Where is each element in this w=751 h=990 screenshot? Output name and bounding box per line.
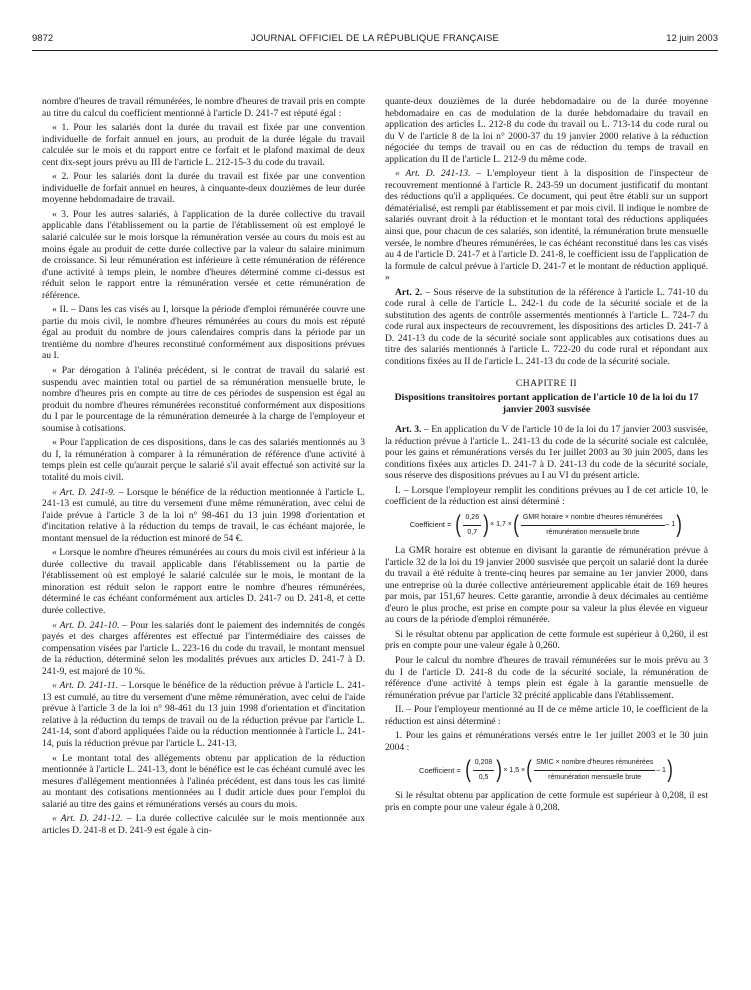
article-paragraph — [385, 287, 708, 368]
fraction-denominator: 0,5 — [478, 773, 489, 781]
article-paragraph — [385, 424, 708, 482]
article-label: Art. 2. — [395, 286, 423, 298]
chapter-title: Dispositions transitoires portant application de l'article 10 de la loi du 17 janvier 2003 susvisée — [394, 392, 699, 415]
paragraph: « II. – Dans les cas visés au I, lorsque la période d'emploi rémunérée couvre une partie du mois civil, le nombre d'heures rémunérées au cours du mois est réputé égal au produit du nombre de jours calendaires compris dans la période par un trentième du nombre d'heures reconstitué conformément aux dispositions prévues au I. — [42, 304, 365, 362]
formula-multiplier: × 1,5 × — [503, 766, 526, 774]
formula-minus: – 1 — [665, 521, 676, 529]
paragraph: Si le résultat obtenu par application de cette formule est supérieur à 0,208, il est pris en compte pour une valeur égale à 0,208. — [385, 790, 708, 813]
article-paragraph — [385, 168, 708, 283]
header-rule — [32, 50, 718, 51]
chapter-label: CHAPITRE II — [515, 377, 578, 389]
article-label: « Art. D. 241-10. — [52, 619, 120, 631]
open-paren: ( — [464, 756, 471, 784]
paragraph: Si le résultat obtenu par application de cette formule est supérieur à 0,260, il est pris en compte pour une valeur égale à 0,260. — [385, 628, 708, 652]
article-label: « Art. D. 241-12. — [52, 813, 123, 825]
article-text: – Lorsque le bénéfice de la réduction mentionnée à l'article L. 241-13 est cumulé, au titre du versement d'une même rémunération, avec celui de l'aide prévue à l'article 3 de la loi n° 98-461 du 13 juin 1998 d'orientation et d'incitation relative à la réduction du temps de travail, le cas échéant majorée, le montant mensuel de la réduction est minoré de 54 €. — [42, 486, 365, 544]
article-text: – Pour les salariés dont le paiement des indemnités de congés payés et des charges afférentes est effectué par l'intermédiaire des caisses de compensation visées par l'article L. 223-16 du code du travail, le montant mensuel de la réduction, déterminé selon les modalités prévues aux articles D. 241-7 à D. 241-9, est majoré de 10 %. — [42, 619, 365, 677]
article-label: Art. 3. — [395, 424, 422, 436]
fraction-numerator: 0,26 — [463, 512, 481, 526]
paragraph: II. – Pour l'employeur mentionné au II de ce même article 10, le coefficient de la réduction est ainsi déterminé : — [385, 704, 708, 727]
paragraph: « 2. Pour les salariés dont la durée du travail est fixée par une convention individuelle de forfait annuel en heures, à cinquante-deux douzièmes de leur durée moyenne hebdomadaire de travail. — [42, 171, 365, 206]
close-paren: ) — [483, 511, 489, 538]
fraction-denominator: rémunération mensuelle brute — [548, 773, 642, 781]
coefficient-formula-1 — [385, 512, 708, 538]
article-text: – En application du V de l'article 10 de la loi du 17 janvier 2003 susvisée, la réduction prévue à l'article L. 241-13 du code de la sécurité sociale est calculée, pour les gains et rémunérations versés du 1er juillet 2003 au 30 juin 2005, dans les conditions fixées aux articles D. 241-7 à D. 241-13 du code de la sécurité sociale, sous réserve des dispositions prévues au I au VI du présent article. — [385, 424, 708, 482]
fraction-denominator: 0,7 — [467, 528, 478, 536]
formula-minus: – 1 — [656, 766, 666, 774]
close-paren: ) — [496, 756, 503, 784]
formula-label: Coefficient = — [419, 765, 461, 775]
fraction-denominator: rémunération mensuelle brute — [546, 528, 640, 536]
open-paren: ( — [455, 511, 462, 538]
article-text: – La durée collective calculée sur le mois mentionnée aux articles D. 241-8 et D. 241-9 est égale à cin- — [42, 813, 365, 836]
paragraph: 1. Pour les gains et rémunérations versés entre le 1er juillet 2003 et le 30 juin 2004 : — [385, 730, 708, 753]
article-text: – L'employeur tient à la disposition de l'inspecteur de recouvrement mentionné à l'article R. 243-59 un document justificatif du montant des réductions qu'il a appliquées. Ce document, qui peut être établi sur un support dématérialisé, est rempli par établissement et par mois civil. Il indique le nombre de salariés ouvrant droit à la réduction et le montant total des réductions appliquées ainsi que, pour chacun de ces salariés, son identité, la rémunération brute mensuelle versée, le nombre d'heures rémunérées, le cas échéant reconstitué dans les cas visés au 4 de l'article D. 241-7 et à l'article D. 241-8, le coefficient issu de l'application de la formule de calcul prévue à l'article D. 241-7 et le montant de réduction appliqué. » — [385, 168, 708, 284]
paragraph: nombre d'heures de travail rémunérées, le nombre d'heures de travail pris en compte au titre du calcul du coefficient mentionné à l'article D. 241-7 est réputé égal : — [42, 96, 365, 119]
main-fraction — [521, 512, 665, 538]
article-paragraph — [42, 487, 365, 545]
page-number: 9872 — [32, 33, 54, 44]
article-label: « Art. D. 241-13. — [395, 168, 471, 180]
publication-date: 12 juin 2003 — [666, 33, 718, 44]
close-paren: ) — [667, 756, 673, 784]
paragraph: « Pour l'application de ces dispositions, dans le cas des salariés mentionnés au 3 du I, la rémunération à comparer à la rémunération de référence d'une activité à temps plein est celle qu'aurait perçue le salarié s'il avait effectué son activité sur la totalité du mois civil. — [42, 437, 365, 483]
coefficient-fraction — [463, 512, 481, 538]
paragraph: Pour le calcul du nombre d'heures de travail rémunérées sur le mois prévu au 3 du I de l'article D. 241-8 du code de la sécurité sociale, la rémunération de référence d'une activité à temps plein est égale à la garantie mensuelle de rémunération prévue par l'article 32 précité applicable dans l'établissement. — [385, 654, 708, 701]
open-paren: ( — [513, 511, 519, 538]
article-paragraph — [42, 620, 365, 678]
paragraph: « 1. Pour les salariés dont la durée du travail est fixée par une convention individuelle de forfait annuel en jours, au produit de la durée légale du travail calculée sur le mois et du rapport entre ce forfait et le plafond maximal de deux cent dix-sept jours prévu au III de l'article L. 212-15-3 du code du travail. — [42, 122, 365, 168]
formula-multiplier: × 1,7 × — [490, 521, 512, 529]
formula-label: Coefficient = — [409, 520, 452, 530]
open-paren: ( — [526, 756, 532, 784]
main-fraction — [534, 757, 655, 783]
page-header — [32, 33, 718, 47]
article-text: – Lorsque le bénéfice de la réduction prévue à l'article L. 241-13 est cumulé, au titre du versement d'une même rémunération, avec celui de l'aide prévue à l'article 3 de la loi n° 98-461 du 13 juin 1998 d'orientation et d'incitation relative à la réduction du temps de travail ou de la réduction prévue par l'article L. 241-14, sont d'abord appliquées l'aide ou la réduction mentionnée à l'article L. 241-14, puis la réduction prévue par l'article L. 241-13. — [42, 680, 365, 749]
close-paren: ) — [676, 511, 683, 538]
fraction-numerator: SMIC × nombre d'heures rémunérées — [534, 757, 655, 771]
paragraph: « Lorsque le nombre d'heures rémunérées au cours du mois civil est inférieur à la durée collective du travail applicable dans l'établissement ou la partie de l'établissement où est employé le salarié calculée sur le mois, le montant de la minoration est réduit selon le rapport entre le nombre d'heures rémunérées, déterminé le cas échéant conformément aux articles D. 241-7 ou D. 241-8, et cette durée collective. — [42, 547, 365, 616]
paragraph: « Le montant total des allégements obtenu par application de la réduction mentionnée à l'article L. 241-13, dont le bénéfice est le cas échéant cumulé avec les mesures d'allégement mentionnées à l'alinéa précédent, est dans tous les cas limité au montant des cotisations mentionnées au I dudit article dues pour l'emploi du salarié au titre des gains et rémunérations versés au cours du mois. — [42, 752, 365, 810]
article-label: « Art. D. 241-11. — [52, 680, 119, 692]
paragraph: I. – Lorsque l'employeur remplit les conditions prévues au I de cet article 10, le coefficient de la réduction est ainsi déterminé : — [385, 484, 708, 508]
fraction-numerator: 0,208 — [473, 757, 495, 771]
paragraph: « 3. Pour les autres salariés, à l'application de la durée collective du travail applicable dans l'établissement ou la partie de l'établissement où est employé le salarié calculée sur le mois lorsque la rémunération versée au cours du mois est au moins égale au produit de cette durée collective par la valeur du salaire minimum de croissance. Si leur rémunération est inférieure à cette rémunération de référence d'une activité à temps plein, le nombre d'heures déterminé comme ci-dessus est réduit selon le rapport entre la rémunération versée et cette rémunération de référence. — [42, 208, 365, 301]
right-column — [385, 96, 708, 976]
coefficient-fraction — [473, 757, 495, 783]
left-column — [42, 96, 365, 976]
article-paragraph — [42, 680, 365, 749]
article-label: « Art. D. 241-9. — [52, 486, 116, 498]
coefficient-formula-2 — [385, 757, 708, 783]
paragraph: La GMR horaire est obtenue en divisant la garantie de rémunération prévue à l'article 32 de la loi du 19 janvier 2000 susvisée que perçoit un salarié dont la durée du travail a été réduite à trente-cinq heures par semaine au 1er janvier 2000, dans une entreprise où la durée collective antérieurement applicable était de 169 heures par mois, par 151,67 heures. Cette garantie, arrondie à deux décimales au centième d'euro le plus proche, est prise en compte pour sa valeur la plus élevée en vigueur au cours de la période d'emploi rémunérée. — [385, 545, 708, 626]
article-paragraph — [42, 813, 365, 836]
article-text: – Sous réserve de la substitution de la référence à l'article L. 741-10 du code rural à celle de l'article L. 242-1 du code de la sécurité sociale et de la substitution des agents de contrôle assermentés mentionnés à l'article L. 724-7 du code rural aux inspecteurs de recouvrement, les dispositions des articles D. 241-7 à D. 241-13 du code de la sécurité sociale sont applicables aux cotisations dues au titre des salariés mentionnés à l'article L. 722-20 du code rural et répondant aux conditions fixées au II de l'article L. 241-13 du code de la sécurité sociale. — [385, 286, 708, 368]
paragraph: quante-deux douzièmes de la durée hebdomadaire ou de la durée moyenne hebdomadaire en cas de modulation de la durée hebdomadaire du travail en application des articles L. 212-8 du code du travail ou L. 713-14 du code rural ou du V de l'article 8 de la loi n° 2000-37 du 19 janvier 2000 relative à la réduction négociée du temps de travail ou en cas de réduction du temps de travail en application du II de l'article L. 212-9 du même code. — [385, 96, 708, 165]
journal-title: JOURNAL OFFICIEL DE LA RÉPUBLIQUE FRANÇAISE — [250, 33, 500, 44]
fraction-numerator: GMR horaire × nombre d'heures rémunérées — [521, 512, 665, 526]
paragraph: « Par dérogation à l'alinéa précédent, si le contrat de travail du salarié est suspendu avec maintien total ou partiel de sa rémunération mensuelle brute, le nombre d'heures pris en compte au titre de ces périodes de suspension est égal au produit du nombre d'heures rémunérées reconstitué conformément aux dispositions du I par le pourcentage de la rémunération demeurée à la charge de l'employeur et soumise à cotisations. — [42, 365, 365, 434]
